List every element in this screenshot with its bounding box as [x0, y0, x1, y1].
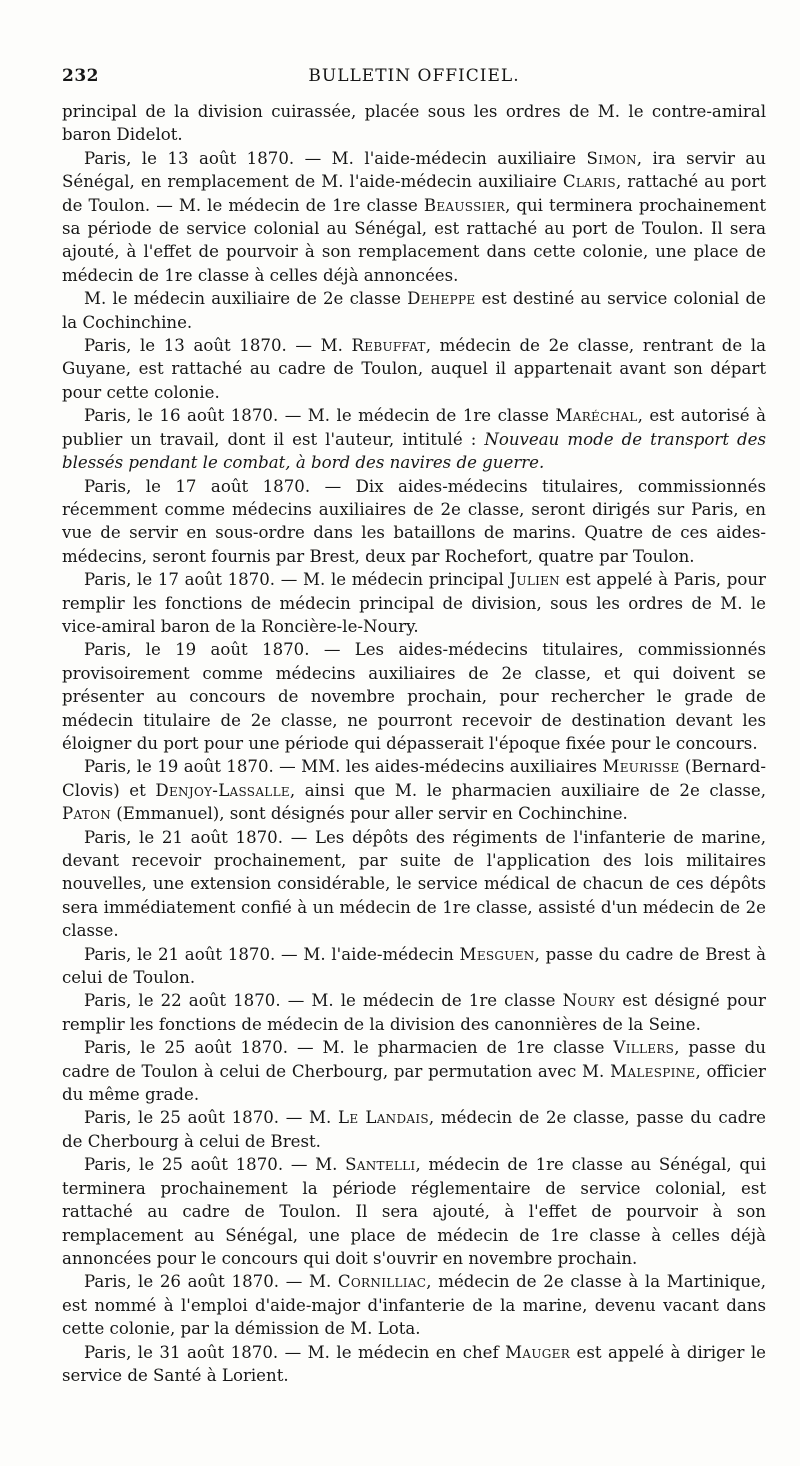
paragraph [62, 404, 766, 474]
text-segment: , passe du cadre de Toulon à celui de Cherbourg, par permutation avec M. [62, 1038, 766, 1081]
text-segment: Paris, le 13 août 1870. — M. l'aide-médecin auxiliaire [84, 148, 587, 168]
page-header [62, 60, 766, 100]
page-number: 232 [62, 66, 99, 86]
person-name: Maréchal [555, 406, 638, 426]
person-name: Villers [613, 1038, 675, 1058]
text-segment: Paris, le 25 août 1870. — M. [84, 1108, 339, 1128]
text-segment: , est autorisé à publier un travail, dont il est l'auteur, intitulé : [62, 406, 766, 449]
paragraph [62, 475, 766, 569]
person-name: Cornilliac [337, 1272, 427, 1292]
person-name: Le Landais [338, 1108, 429, 1128]
text-segment: Paris, le 21 août 1870. — Les dépôts des régiments de l'infanterie de marine, devant recevoir prochainement, par suite de l'application des lois militaires nouvelles, une extension considérable, le service médical de chacun de ces dépôts sera immédiatement confié à un médecin de 1re classe, assisté d'un médecin de 2e classe. [62, 827, 766, 941]
text-segment: , passe du cadre de Brest à celui de Toulon. [62, 944, 766, 988]
body-text [62, 100, 766, 1387]
text-segment: , ainsi que M. le pharmacien auxiliaire de 2e classe, [289, 780, 766, 800]
person-name: Claris [562, 172, 616, 192]
paragraph [62, 989, 766, 1036]
person-name: Malespine [610, 1061, 696, 1081]
paragraph [62, 1341, 766, 1388]
text-segment: est désigné pour remplir les fonctions de médecin de la division des canonnières de la Seine. [62, 991, 766, 1034]
person-name: Paton [62, 804, 112, 824]
text-segment: , médecin de 2e classe à la Martinique, est nommé à l'emploi d'aide-major d'infanterie de la marine, devenu vacant dans cette colonie, par la démission de M. Lota. [62, 1272, 767, 1339]
paragraph [62, 1153, 766, 1270]
text-segment: M. le médecin auxiliaire de 2e classe [84, 289, 408, 309]
paragraph [62, 1036, 766, 1106]
person-name: Noury [562, 991, 616, 1011]
text-segment: (Bernard-Clovis) et [62, 757, 767, 800]
person-name: Deheppe [407, 289, 476, 309]
paragraph [62, 1106, 766, 1153]
paragraph [62, 100, 766, 147]
running-head: BULLETIN OFFICIEL. [308, 66, 520, 86]
text-segment: Paris, le 19 août 1870. — Les aides-médecins titulaires, commissionnés provisoirement comme médecins auxiliaires de 2e classe, et qui doivent se présenter au concours de novembre prochain, pour rechercher le grade de médecin titulaire de 2e classe, ne pourront recevoir de destination devant les éloigner du port pour une période qui dépasserait l'époque fixée pour le concours. [62, 640, 766, 753]
text-segment: , ira servir au Sénégal, en remplacement de M. l'aide-médecin auxiliaire [62, 148, 766, 192]
text-segment: , rattaché au port de Toulon. — M. le médecin de 1re classe [62, 172, 767, 215]
paragraph [62, 1270, 766, 1340]
person-name: Meurisse [602, 757, 680, 777]
text-segment: Paris, le 17 août 1870. — Dix aides-médecins titulaires, commissionnés récemment comme médecins auxiliaires de 2e classe, seront dirigés sur Paris, en vue de servir en sous-ordre dans les bataillons de marins. Quatre de ces aides-médecins, seront fournis par Brest, deux par Rochefort, quatre par Toulon. [62, 476, 766, 566]
text-segment: , officier du même grade. [62, 1061, 766, 1105]
person-name: Rebuffat [351, 336, 426, 356]
person-name: Mauger [505, 1342, 571, 1362]
paragraph [62, 826, 766, 943]
text-segment: Paris, le 31 août 1870. — M. le médecin en chef [84, 1342, 506, 1362]
person-name: Simon [586, 148, 637, 168]
text-segment: Paris, le 26 août 1870. — M. [84, 1272, 338, 1292]
paragraph [62, 568, 766, 638]
paragraph [62, 334, 766, 404]
text-segment: , médecin de 2e classe, rentrant de la Guyane, est rattaché au cadre de Toulon, auquel il appartenait avant son départ pour cette colonie. [62, 336, 766, 402]
text-segment: Paris, le 25 août 1870. — M. [84, 1155, 346, 1175]
text-segment: Paris, le 19 août 1870. — MM. les aides-médecins auxiliaires [84, 757, 603, 777]
text-segment: Paris, le 13 août 1870. — M. [84, 336, 352, 356]
text-segment: , médecin de 2e classe, passe du cadre de Cherbourg à celui de Brest. [62, 1108, 766, 1151]
text-segment: Paris, le 22 août 1870. — M. le médecin de 1re classe [84, 991, 563, 1011]
text-segment: est destiné au service colonial de la Cochinchine. [62, 289, 766, 332]
person-name: Santelli [345, 1155, 416, 1175]
text-segment: est appelé à Paris, pour remplir les fonctions de médecin principal de division, sous les ordres de M. le vice-amiral baron de la Roncière-le-Noury. [62, 570, 766, 636]
text-segment: , qui terminera prochainement sa période de service colonial au Sénégal, est rattaché au port de Toulon. Il sera ajouté, à l'effet de pourvoir à son remplacement dans cette colonie, une place de médecin de 1re classe à celles déjà annoncées. [62, 195, 767, 285]
paragraph [62, 755, 766, 825]
paragraph [62, 147, 766, 287]
person-name: Julien [509, 570, 560, 590]
person-name: Beaussier [423, 195, 506, 215]
text-segment: principal de la division cuirassée, placée sous les ordres de M. le contre-amiral baron Didelot. [62, 102, 766, 145]
text-segment: , médecin de 1re classe au Sénégal, qui terminera prochainement la période réglementaire de service colonial, est rattaché au cadre de Toulon. Il sera ajouté, à l'effet de pourvoir à son remplacement au Sénégal, une place de médecin de 1re classe à celles déjà annoncées pour le concours qui doit s'ouvrir en novembre prochain. [62, 1155, 766, 1268]
person-name: Denjoy-Lassalle [155, 780, 290, 800]
paragraph [62, 943, 766, 990]
text-segment: (Emmanuel), sont désignés pour aller servir en Cochinchine. [111, 804, 628, 824]
paragraph [62, 638, 766, 755]
person-name: Mesguen [459, 944, 535, 964]
paragraph [62, 287, 766, 334]
text-segment: Paris, le 21 août 1870. — M. l'aide-médecin [84, 944, 460, 964]
text-segment: Paris, le 17 août 1870. — M. le médecin principal [84, 570, 510, 590]
text-segment: est appelé à diriger le service de Santé à Lorient. [62, 1342, 766, 1385]
italic-title: Nouveau mode de transport des blessés pendant le combat, à bord des navires de guerre. [62, 429, 766, 473]
text-segment: Paris, le 16 août 1870. — M. le médecin de 1re classe [84, 406, 556, 426]
text-segment: Paris, le 25 août 1870. — M. le pharmacien de 1re classe [84, 1038, 614, 1058]
